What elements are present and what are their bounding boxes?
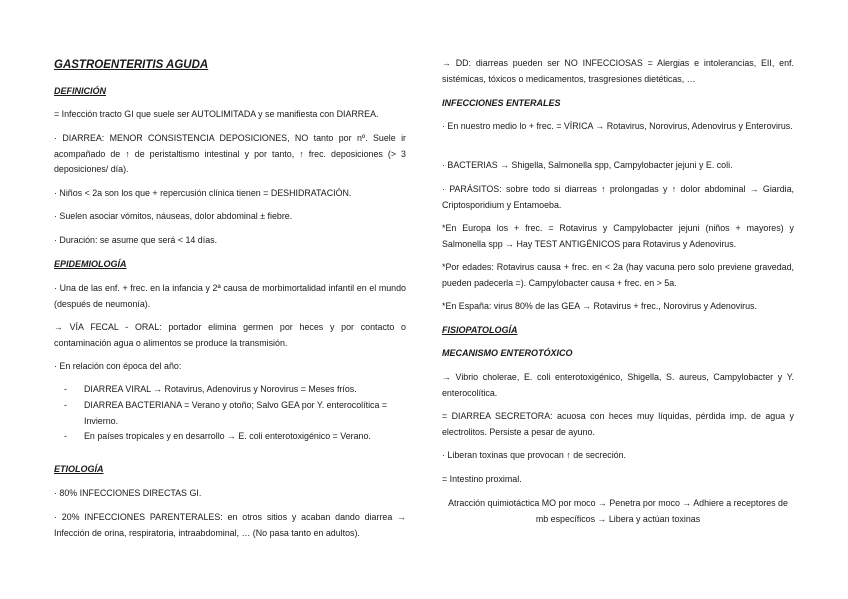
- mechanism-sequence: Atracción quimiotáctica MO por moco → Penetra por moco → Adhiere a receptores de mb específicos → Libera y actúan toxinas: [448, 498, 788, 524]
- heading-etiologia: ETIOLOGÍA: [54, 464, 104, 474]
- definition-asociar: · Suelen asociar vómitos, náuseas, dolor abdominal ± fiebre.: [54, 211, 293, 221]
- list-dash: -: [64, 431, 67, 441]
- list-dash: -: [64, 384, 67, 394]
- dd-note: → DD: diarreas pueden ser NO INFECCIOSAS = Alergias e intolerancias, EII, enf. sistémicas, tóxicos o medicamentos, trasgresiones dietéticas, …: [442, 58, 794, 84]
- definition-diarrea: · DIARREA: MENOR CONSISTENCIA DEPOSICIONES, NO tanto por nº. Suele ir acompañado de ↑ de peristaltismo intestinal y por tanto, ↑ frec. deposiciones (> 3 deposiciones/ día).: [54, 133, 406, 174]
- heading-mecanismo-enterotoxico: MECANISMO ENTEROTÓXICO: [442, 348, 573, 358]
- list-text: DIARREA VIRAL → Rotavirus, Adenovirus y Norovirus = Meses fríos.: [84, 384, 357, 394]
- etiology-line-1: · 80% INFECCIONES DIRECTAS GI.: [54, 488, 202, 498]
- heading-infecciones-enterales: INFECCIONES ENTERALES: [442, 98, 561, 108]
- epidemiology-fecal-oral: → VÍA FECAL - ORAL: portador elimina germen por heces y por contacto o contaminación agua o alimentos se produce la transmisión.: [54, 322, 406, 348]
- heading-epidemiologia: EPIDEMIOLOGÍA: [54, 259, 127, 269]
- mechanism-diarrea-secretora: = DIARREA SECRETORA: acuosa con heces muy líquidas, pérdida imp. de agua y electrolitos. Persiste a pesar de ayuno.: [442, 411, 794, 437]
- enteral-viral: · En nuestro medio lo + frec. = VÍRICA → Rotavirus, Norovirus, Adenovirus y Enterovirus.: [442, 121, 793, 131]
- enteral-europa: *En Europa los + frec. = Rotavirus y Campylobacter jejuni (niños + mayores) y Salmonella spp → Hay TEST ANTIGÉNICOS para Rotavirus y Adenovirus.: [442, 223, 794, 249]
- document-title: GASTROENTERITIS AGUDA: [54, 59, 209, 71]
- list-text: En países tropicales y en desarrollo → E. coli enterotoxigénico = Verano.: [84, 431, 371, 441]
- enteral-espana: *En España: virus 80% de las GEA → Rotavirus + frec., Norovirus y Adenovirus.: [442, 301, 757, 311]
- definition-line-1: = Infección tracto GI que suele ser AUTOLIMITADA y se manifiesta con DIARREA.: [54, 109, 379, 119]
- mechanism-location: = Intestino proximal.: [442, 474, 522, 484]
- heading-fisiopatologia: FISIOPATOLOGÍA: [442, 325, 518, 335]
- heading-definicion: DEFINICIÓN: [54, 86, 107, 96]
- definition-duracion: · Duración: se asume que será < 14 días.: [54, 235, 218, 245]
- etiology-line-2: · 20% INFECCIONES PARENTERALES: en otros sitios y acaban dando diarrea → Infección de orina, respiratoria, intraabdominal, … (No pasa tanto en adultos).: [54, 512, 406, 538]
- definition-ninos: · Niños < 2a son los que + repercusión clínica tienen = DESHIDRATACIÓN.: [54, 188, 352, 198]
- enteral-edades: *Por edades: Rotavirus causa + frec. en < 2a (hay vacuna pero solo previene gravedad, pueden padecerla =). Campylobacter causa + frec. en > 5a.: [442, 262, 794, 288]
- list-text: DIARREA BACTERIANA = Verano y otoño; Salvo GEA por Y. enterocolítica = Invierno.: [84, 400, 388, 426]
- mechanism-toxins: · Liberan toxinas que provocan ↑ de secreción.: [442, 450, 627, 460]
- enteral-parasitos: · PARÁSITOS: sobre todo si diarreas ↑ prolongadas y ↑ dolor abdominal → Giardia, Criptosporidium y Entamoeba.: [442, 184, 794, 210]
- enteral-bacterias: · BACTERIAS → Shigella, Salmonella spp, Campylobacter jejuni y E. coli.: [442, 160, 733, 170]
- epidemiology-season: · En relación con época del año:: [54, 361, 182, 371]
- epidemiology-line-1: · Una de las enf. + frec. en la infancia y 2ª causa de morbimortalidad infantil en el mundo (después de neumonía).: [54, 283, 406, 309]
- list-dash: -: [64, 400, 67, 410]
- mechanism-organisms: → Vibrio cholerae, E. coli enterotoxigénico, Shigella, S. aureus, Campylobacter y Y. enterocolítica.: [442, 372, 794, 398]
